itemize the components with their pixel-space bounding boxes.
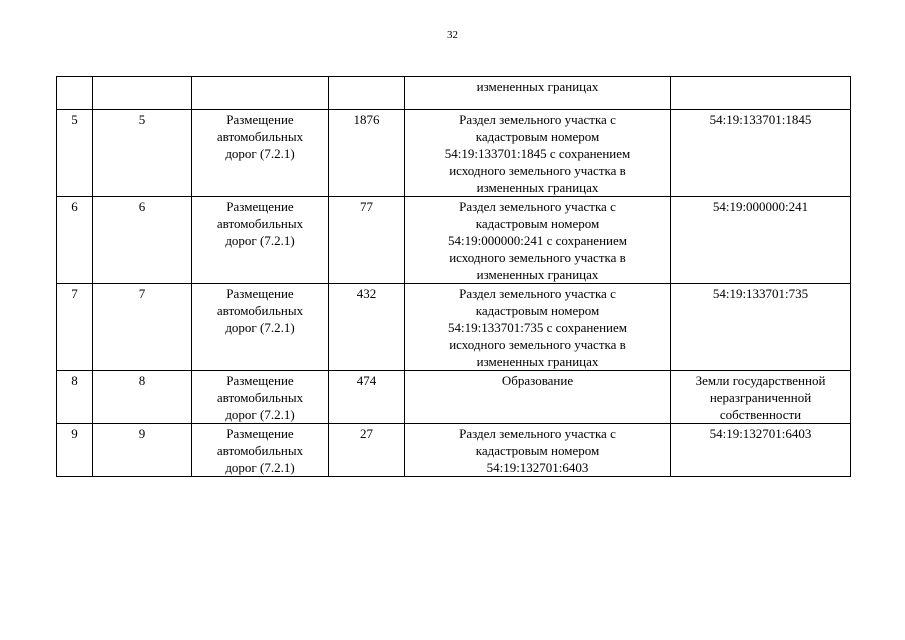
cell-source-plot: 54:19:133701:735	[671, 284, 851, 371]
cell-plot-designation: 6	[93, 197, 192, 284]
cell-source-plot: 54:19:133701:1845	[671, 110, 851, 197]
cell-area: 474	[329, 371, 405, 424]
cell-permitted-use: Размещение автомобильных дорог (7.2.1)	[192, 197, 329, 284]
cell-formation-method: Раздел земельного участка с кадастровым номером 54:19:000000:241 с сохранением исходного земельного участка в измененных границах	[405, 197, 671, 284]
cell-area: 432	[329, 284, 405, 371]
cell-permitted-use: Размещение автомобильных дорог (7.2.1)	[192, 424, 329, 477]
cell-permitted-use: Размещение автомобильных дорог (7.2.1)	[192, 110, 329, 197]
cell-source-plot: 54:19:132701:6403	[671, 424, 851, 477]
land-plots-table	[56, 76, 851, 477]
cell-number: 8	[57, 371, 93, 424]
cell-formation-method: Раздел земельного участка с кадастровым номером 54:19:133701:735 с сохранением исходного земельного участка в измененных границах	[405, 284, 671, 371]
cell-area	[329, 77, 405, 110]
cell-area: 77	[329, 197, 405, 284]
cell-number: 9	[57, 424, 93, 477]
cell-permitted-use	[192, 77, 329, 110]
table-row	[57, 371, 851, 424]
cell-formation-method: измененных границах	[405, 77, 671, 110]
cell-area: 27	[329, 424, 405, 477]
cell-number: 7	[57, 284, 93, 371]
table-row	[57, 284, 851, 371]
table-row-continued	[57, 77, 851, 110]
cell-plot-designation: 9	[93, 424, 192, 477]
cell-plot-designation: 7	[93, 284, 192, 371]
cell-source-plot: Земли государственной неразграниченной собственности	[671, 371, 851, 424]
cell-source-plot	[671, 77, 851, 110]
cell-formation-method: Образование	[405, 371, 671, 424]
table-row	[57, 110, 851, 197]
cell-number: 6	[57, 197, 93, 284]
cell-source-plot: 54:19:000000:241	[671, 197, 851, 284]
cell-permitted-use: Размещение автомобильных дорог (7.2.1)	[192, 284, 329, 371]
table-row	[57, 424, 851, 477]
cell-permitted-use: Размещение автомобильных дорог (7.2.1)	[192, 371, 329, 424]
cell-formation-method: Раздел земельного участка с кадастровым номером 54:19:132701:6403	[405, 424, 671, 477]
table-row	[57, 197, 851, 284]
cell-area: 1876	[329, 110, 405, 197]
cell-plot-designation: 5	[93, 110, 192, 197]
cell-number	[57, 77, 93, 110]
page-number: 32	[447, 29, 458, 41]
cell-plot-designation: 8	[93, 371, 192, 424]
cell-number: 5	[57, 110, 93, 197]
cell-plot-designation	[93, 77, 192, 110]
cell-formation-method: Раздел земельного участка с кадастровым номером 54:19:133701:1845 с сохранением исходного земельного участка в измененных границах	[405, 110, 671, 197]
